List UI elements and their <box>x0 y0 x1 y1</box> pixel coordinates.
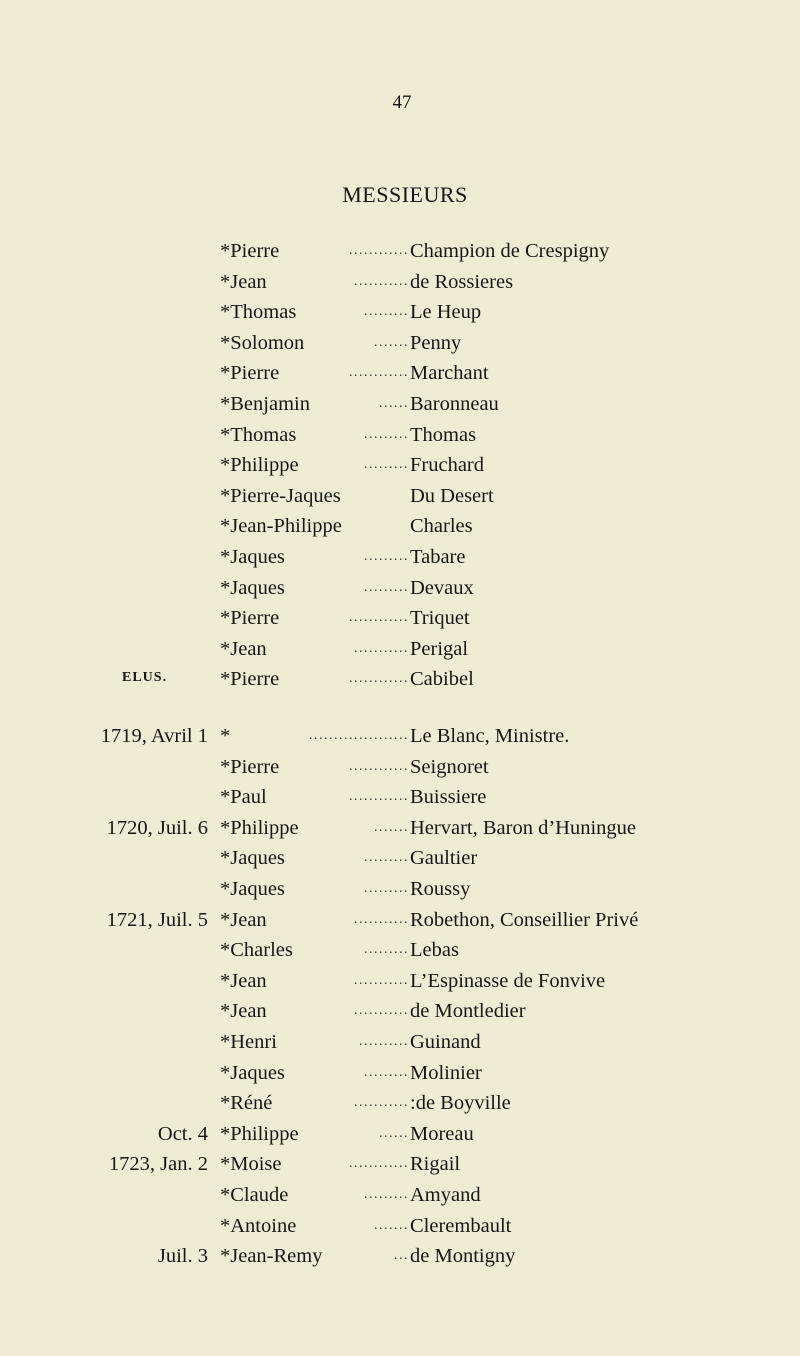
dot-leader: ............ <box>349 789 409 804</box>
list-item <box>0 996 800 1026</box>
section-label-elus: ELUS. <box>122 670 168 685</box>
entry-surname: Le Blanc, Ministre. <box>410 725 570 747</box>
entry-given-name: *Pierre-Jaques <box>220 485 341 507</box>
list-item <box>0 935 800 965</box>
entry-given-name: *Jean-Philippe <box>220 515 342 537</box>
dot-leader: ............ <box>349 759 409 774</box>
entry-surname: Amyand <box>410 1184 481 1206</box>
entry-surname: Moreau <box>410 1123 474 1145</box>
entry-given-name: *Pierre <box>220 607 280 629</box>
entry-surname: Du Desert <box>410 485 494 507</box>
list-item <box>0 813 800 843</box>
list-item <box>0 966 800 996</box>
dot-leader: .......... <box>359 1034 409 1049</box>
dot-leader: ......... <box>364 549 409 564</box>
dot-leader: ............ <box>349 365 409 380</box>
entry-given-name: *Benjamin <box>220 393 310 415</box>
entry-given-name: *Pierre <box>220 668 280 690</box>
list-item <box>0 542 800 572</box>
list-item <box>0 1241 800 1271</box>
entry-date: 1723, Jan. 2 <box>108 1153 208 1175</box>
dot-leader: ......... <box>364 850 409 865</box>
entry-surname: de Montigny <box>410 1245 516 1267</box>
entry-given-name: *Thomas <box>220 301 297 323</box>
dot-leader: ......... <box>364 457 409 472</box>
entry-given-name: *Antoine <box>220 1215 297 1237</box>
dot-leader: ... <box>394 1248 409 1263</box>
dot-leader: ......... <box>364 580 409 595</box>
page-heading: MESSIEURS <box>342 182 468 207</box>
entry-given-name: *Philippe <box>220 1123 299 1145</box>
entry-surname: Clerembault <box>410 1215 512 1237</box>
entry-surname: Rigail <box>410 1153 461 1175</box>
entry-given-name: *Paul <box>220 786 267 808</box>
dot-leader: ...... <box>379 1126 409 1141</box>
dot-leader: ........... <box>354 1003 409 1018</box>
list-item <box>0 328 800 358</box>
entry-surname: Hervart, Baron d’Huningue <box>410 817 637 839</box>
list-item <box>0 1027 800 1057</box>
dot-leader: ........... <box>354 912 409 927</box>
dot-leader: .................... <box>309 728 409 743</box>
entry-date: 1720, Juil. 6 <box>106 817 208 839</box>
list-item <box>0 267 800 297</box>
entry-date: 1719, Avril 1 <box>100 725 208 747</box>
list-item <box>0 511 800 541</box>
dot-leader: ............ <box>349 1156 409 1171</box>
entry-surname: Robethon, Conseillier Privé <box>410 909 639 931</box>
entry-surname: Buissiere <box>410 786 487 808</box>
entry-surname: Guinand <box>410 1031 481 1053</box>
entry-given-name: *Jean <box>220 638 267 660</box>
entry-surname: de Montledier <box>410 1000 526 1022</box>
entry-surname: Fruchard <box>410 454 485 476</box>
dot-leader: ........... <box>354 274 409 289</box>
entry-given-name: *Jean <box>220 1000 267 1022</box>
entry-given-name: *Jean <box>220 271 267 293</box>
dot-leader: ........... <box>354 973 409 988</box>
dot-leader: ............ <box>349 671 409 686</box>
list-item <box>0 874 800 904</box>
list-item <box>0 905 800 935</box>
dot-leader: ......... <box>364 881 409 896</box>
dot-leader: ....... <box>374 335 409 350</box>
entry-surname: Le Heup <box>410 301 482 323</box>
entry-surname: Gaultier <box>410 847 478 869</box>
list-item <box>0 1180 800 1210</box>
list-item <box>0 603 800 633</box>
list-item <box>0 358 800 388</box>
entry-surname: Baronneau <box>410 393 499 415</box>
list-item <box>0 389 800 419</box>
dot-leader: ........... <box>354 1095 409 1110</box>
entry-given-name: *Claude <box>220 1184 289 1206</box>
entry-surname: Perigal <box>410 638 469 660</box>
dot-leader: ......... <box>364 1187 409 1202</box>
list-item <box>0 721 800 751</box>
entry-surname: Devaux <box>410 577 474 599</box>
list-item <box>0 1058 800 1088</box>
entry-surname: Roussy <box>410 878 471 900</box>
entry-given-name: *Thomas <box>220 424 297 446</box>
dot-leader: ....... <box>374 1218 409 1233</box>
dot-leader: ......... <box>364 304 409 319</box>
entry-surname: Lebas <box>410 939 459 961</box>
entry-surname: Champion de Crespigny <box>410 240 610 262</box>
entry-given-name: *Pierre <box>220 240 280 262</box>
list-item <box>0 664 800 694</box>
entry-given-name: *Réné <box>220 1092 273 1114</box>
entry-surname: Thomas <box>410 424 477 446</box>
entry-surname: Triquet <box>410 607 470 629</box>
entry-given-name: *Jean <box>220 909 267 931</box>
list-item <box>0 1211 800 1241</box>
dot-leader: ......... <box>364 427 409 442</box>
list-item <box>0 236 800 266</box>
entry-given-name: *Henri <box>220 1031 277 1053</box>
entry-given-name: *Jean <box>220 970 267 992</box>
entry-given-name: *Jaques <box>220 878 285 900</box>
entry-given-name: *Jaques <box>220 847 285 869</box>
dot-leader: ......... <box>364 942 409 957</box>
dot-leader: ............ <box>349 610 409 625</box>
list-item <box>0 1088 800 1118</box>
list-item <box>0 1119 800 1149</box>
entry-given-name: *Pierre <box>220 756 280 778</box>
list-item <box>0 573 800 603</box>
entry-given-name: *Philippe <box>220 454 299 476</box>
entry-date: Oct. 4 <box>157 1123 208 1145</box>
list-item <box>0 450 800 480</box>
entry-given-name: *Solomon <box>220 332 305 354</box>
entry-surname: Penny <box>410 332 462 354</box>
dot-leader: ....... <box>374 820 409 835</box>
entry-given-name: *Jaques <box>220 546 285 568</box>
page-number: 47 <box>392 92 412 113</box>
list-item <box>0 1149 800 1179</box>
entry-given-name: *Moise <box>220 1153 282 1175</box>
entry-given-name: *Charles <box>220 939 293 961</box>
entry-given-name: *Jaques <box>220 577 285 599</box>
dot-leader: ........... <box>354 641 409 656</box>
entry-surname: Molinier <box>410 1062 482 1084</box>
entry-given-name: *Pierre <box>220 362 280 384</box>
dot-leader: ...... <box>379 396 409 411</box>
list-item <box>0 420 800 450</box>
entry-surname: Marchant <box>410 362 489 384</box>
entry-surname: :de Boyville <box>410 1092 511 1114</box>
list-item <box>0 782 800 812</box>
entry-surname: Cabibel <box>410 668 474 690</box>
entry-surname: Seignoret <box>410 756 489 778</box>
entry-given-name: * <box>220 725 231 747</box>
entry-date: 1721, Juil. 5 <box>106 909 208 931</box>
entry-surname: L’Espinasse de Fonvive <box>410 970 606 992</box>
entry-date: Juil. 3 <box>157 1245 208 1267</box>
entry-surname: de Rossieres <box>410 271 514 293</box>
entry-surname: Tabare <box>410 546 466 568</box>
entry-surname: Charles <box>410 515 473 537</box>
list-item <box>0 481 800 511</box>
list-item <box>0 752 800 782</box>
list-item <box>0 634 800 664</box>
entry-given-name: *Jean-Remy <box>220 1245 323 1267</box>
entry-given-name: *Philippe <box>220 817 299 839</box>
dot-leader: ......... <box>364 1065 409 1080</box>
dot-leader: ............ <box>349 243 409 258</box>
list-item <box>0 297 800 327</box>
entry-given-name: *Jaques <box>220 1062 285 1084</box>
list-item <box>0 843 800 873</box>
